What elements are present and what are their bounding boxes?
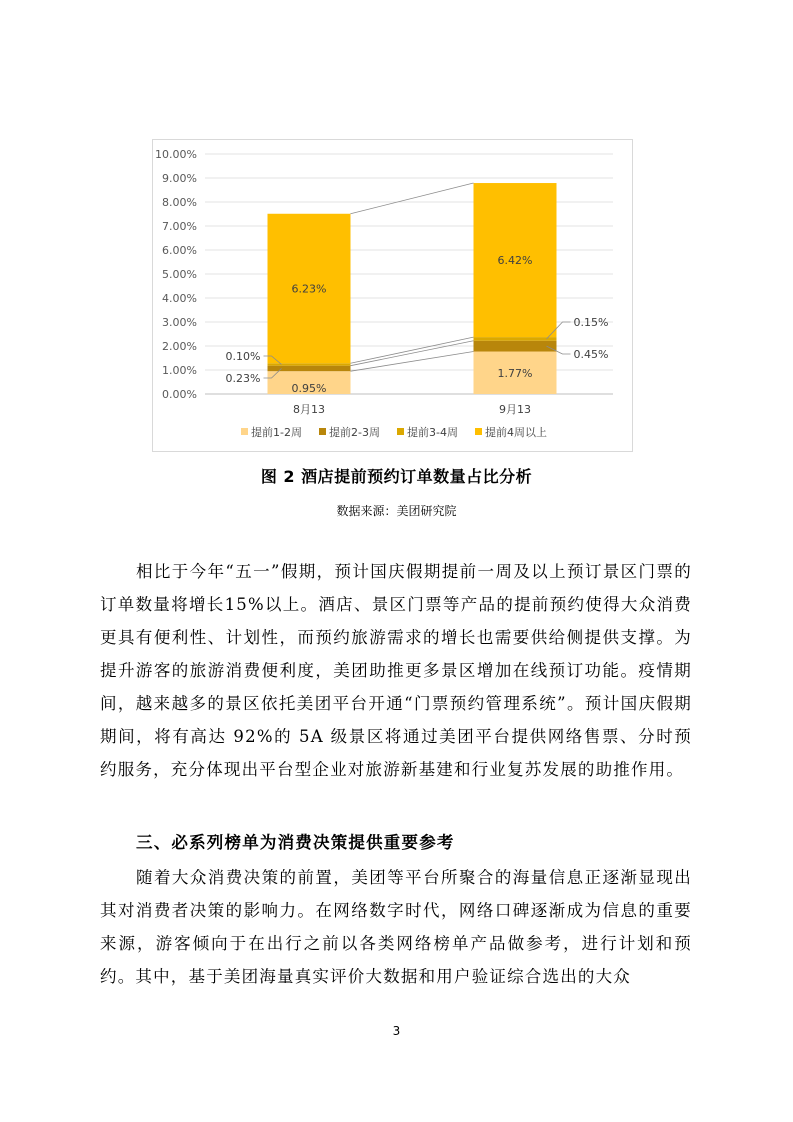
section-heading: 三、必系列榜单为消费决策提供重要参考 (136, 833, 455, 852)
y-tick-label: 1.00% (162, 364, 197, 377)
series-connector-line (351, 183, 474, 214)
y-tick-label: 9.00% (162, 172, 197, 185)
data-label: 0.45% (573, 348, 609, 361)
chart-frame (152, 139, 633, 452)
paragraph: 相比于今年“五一”假期，预计国庆假期提前一周及以上预订景区门票的订单数量将增长15%以上。酒店、景区门票等产品的提前预约使得大众消费更具有便利性、计划性，而预约旅游需求的增长也需要供给侧提供支撑。为提升游客的旅游消费便利度，美团助推更多景区增加在线预订功能。疫情期间，越来越多的景区依托美团平台开通“门票预约管理系统”。预计国庆假期期间，将有高达 92%的 5A 级景区将通过美团平台提供网络售票、分时预约服务，充分体现出平台型企业对旅游新基建和行业复苏发展的助推作用。 (100, 562, 692, 779)
bar-segment (474, 337, 557, 341)
legend-label: 提前1-2周 (251, 426, 302, 439)
data-label: 1.77% (497, 366, 533, 380)
series-connector-line (351, 352, 474, 372)
data-label: 0.95% (291, 382, 327, 395)
y-tick-label: 10.00% (155, 148, 197, 161)
x-tick-label: 8月13 (293, 403, 325, 416)
figure-caption: 图 2 酒店提前预约订单数量占比分析 (260, 467, 533, 486)
series-connector-line (351, 337, 474, 363)
data-label: 0.15% (573, 316, 609, 329)
stacked-bar-chart (153, 140, 634, 453)
data-label: 0.23% (225, 372, 261, 385)
y-tick-label: 5.00% (162, 268, 197, 281)
y-tick-label: 3.00% (162, 316, 197, 329)
y-tick-label: 2.00% (162, 340, 197, 353)
page-number: 3 (392, 1024, 401, 1038)
legend-swatch (475, 428, 482, 435)
figure-source: 数据来源：美团研究院 (336, 504, 457, 518)
y-tick-label: 7.00% (162, 220, 197, 233)
legend-label: 提前4周以上 (485, 426, 547, 439)
legend-swatch (319, 428, 326, 435)
legend-swatch (397, 428, 404, 435)
legend-label: 提前3-4周 (407, 426, 458, 439)
data-label: 6.42% (497, 254, 533, 268)
data-label: 6.23% (291, 282, 327, 296)
x-tick-label: 9月13 (499, 403, 531, 416)
paragraph: 随着大众消费决策的前置，美团等平台所聚合的海量信息正逐渐显现出其对消费者决策的影响力。在网络数字时代，网络口碑逐渐成为信息的重要来源，游客倾向于在出行之前以各类网络榜单产品做参考，进行计划和预约。其中，基于美团海量真实评价大数据和用户验证综合选出的大众 (100, 868, 692, 986)
y-tick-label: 0.00% (162, 388, 197, 401)
series-connector-line (351, 341, 474, 366)
y-tick-label: 4.00% (162, 292, 197, 305)
legend-label: 提前2-3周 (329, 426, 380, 439)
legend-swatch (241, 428, 248, 435)
y-tick-label: 8.00% (162, 196, 197, 209)
y-tick-label: 6.00% (162, 244, 197, 257)
bar-segment (474, 341, 557, 352)
data-label: 0.10% (225, 350, 261, 363)
